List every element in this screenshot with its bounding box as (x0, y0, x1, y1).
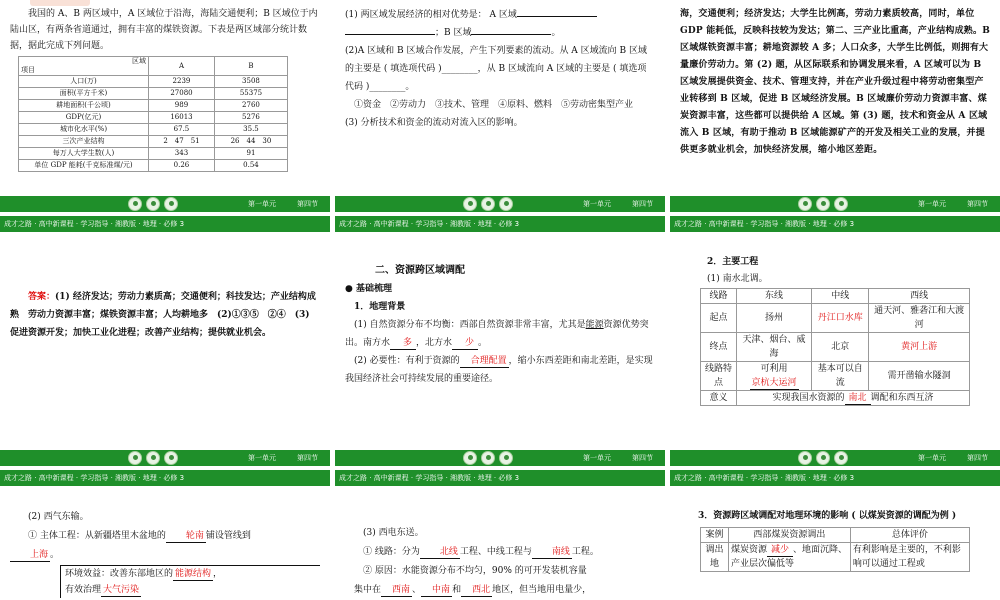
footer-unit: 第一单元 (583, 454, 611, 462)
cell-a: 27080 (149, 88, 215, 100)
footer-unit: 第一单元 (918, 200, 946, 208)
next-icon[interactable] (164, 197, 178, 211)
footer-bar (335, 196, 665, 212)
cell-label: 面积(平方千米) (19, 88, 149, 100)
footer-unit: 第一单元 (248, 454, 276, 462)
cell-label: GDP(亿元) (19, 112, 149, 124)
impact-title: 3．资源跨区域调配对地理环境的影响 ( 以煤炭资源的调配为例 ) (698, 511, 957, 521)
prev-icon[interactable] (128, 197, 142, 211)
projects-title: 2．主要工程 (707, 257, 759, 267)
col-b-header: B (214, 57, 287, 76)
background-p1: (1) 自然资源分布不均衡：西部自然资源非常丰富，尤其是能源资源优势突出。南方水 多 ，北方水 少 。 (345, 320, 649, 348)
question-options: ①资金 ②劳动力 ③技术、管理 ④原料、燃料 ⑤劳动密集型产业 (354, 100, 634, 110)
slide-environment-impact (670, 470, 1000, 600)
footer-bar (670, 450, 1000, 466)
intro-text: 我国的 A、B 两区域中，A 区域位于沿海，海陆交通便利；B 区域位于内陆山区，有两条省道通过，拥有丰富的煤铁资源。下表是两区域部分统计数据，据此完成下列问题。 (10, 9, 318, 51)
cell-b: 5276 (214, 112, 287, 124)
home-icon[interactable] (481, 451, 495, 465)
col-a-header: A (149, 57, 215, 76)
slide-west-gas-east (0, 470, 330, 600)
home-icon[interactable] (146, 197, 160, 211)
cell-a: 67.5 (149, 124, 215, 136)
slide-resource-allocation (335, 216, 665, 466)
next-icon[interactable] (834, 451, 848, 465)
west-power-p3: 集中在 西南 、 中南 和 西北 地区，但当地用电量少， (354, 585, 592, 595)
header-bar: 成才之路 · 高中新课程 · 学习指导 · 湘教版 · 地理 · 必修 3 (0, 470, 330, 486)
table-row (19, 100, 288, 112)
table-corner (19, 57, 149, 76)
slide-analysis (670, 0, 1000, 212)
cell-label: 每万人大学生数(人) (19, 148, 149, 160)
environment-benefit: 环境效益：改善东部地区的 能源结构 ， 有效治理 大气污染 (60, 565, 320, 598)
question-2: (2)A 区域和 B 区域合作发展，产生下列要素的流动。从 A 区域流向 B 区域的主要是 ( 填选项代码 )________，从 B 区域流向 A 区域的主要是 ( 填选项代码 )________。 (345, 46, 648, 92)
nav-buttons (128, 197, 182, 212)
home-icon[interactable] (481, 197, 495, 211)
fill-south-water: 多 (390, 337, 416, 350)
region-stats-table (18, 56, 288, 172)
header-bar: 成才之路 · 高中新课程 · 学习指导 · 湘教版 · 地理 · 必修 3 (670, 216, 1000, 232)
table-row (19, 76, 288, 88)
answer-label: 答案： (28, 292, 56, 302)
cell-b: 2760 (214, 100, 287, 112)
footer-section: 第四节 (297, 454, 318, 462)
table-row (19, 124, 288, 136)
header-bar: 成才之路 · 高中新课程 · 学习指导 · 湘教版 · 地理 · 必修 3 (670, 470, 1000, 486)
header-bar: 成才之路 · 高中新课程 · 学习指导 · 湘教版 · 地理 · 必修 3 (335, 470, 665, 486)
slide-west-power-east (335, 470, 665, 600)
impact-table: 案例 西部煤炭资源调出 总体评价 调出地 煤炭资源 减少 、地面沉降、产业层次偏低等 有利影响是主要的，不利影响可以通过工程或 (700, 527, 970, 572)
fill-lunnan: 轮南 (166, 530, 206, 543)
footer-section: 第四节 (967, 454, 988, 462)
question-1: (1) 两区域发展经济的相对优势是： A 区域 ；B 区域 。 (345, 6, 655, 42)
subsection-background: 1．地理背景 (354, 302, 406, 312)
cell-b: 55375 (214, 88, 287, 100)
answer-text: 答案：(1) 经济发达；劳动力素质高；交通便利；科技发达；产业结构成熟 劳动力资源丰富；煤铁资源丰富；人均耕地多 (2)①③⑤ ②④ (3) 促进资源开发；加快工业化进程；改善产业结构；提供就业机会。 (10, 292, 316, 338)
footer-unit: 第一单元 (583, 200, 611, 208)
prev-icon[interactable] (798, 197, 812, 211)
next-icon[interactable] (499, 451, 513, 465)
basic-review: ● 基础梳理 (345, 284, 392, 294)
prev-icon[interactable] (463, 197, 477, 211)
slide-questions (335, 0, 665, 212)
south-north-title: (1) 南水北调。 (707, 274, 768, 284)
slide-answer (0, 216, 330, 466)
table-row (19, 88, 288, 100)
footer-bar (670, 196, 1000, 212)
prev-icon[interactable] (463, 451, 477, 465)
home-icon[interactable] (816, 197, 830, 211)
section-title: 二、资源跨区域调配 (375, 265, 465, 276)
cell-b: 91 (214, 148, 287, 160)
cell-a: 343 (149, 148, 215, 160)
prev-icon[interactable] (798, 451, 812, 465)
footer-section: 第四节 (632, 200, 653, 208)
cell-b: 0.54 (214, 160, 287, 172)
slide-major-projects (670, 216, 1000, 466)
cell-b: 35.5 (214, 124, 287, 136)
cell-label: 人口(万) (19, 76, 149, 88)
footer-bar (0, 196, 330, 212)
footer-bar (0, 450, 330, 466)
corner-top: 区域 (132, 57, 146, 65)
cell-a: 16013 (149, 112, 215, 124)
table-row (19, 136, 288, 148)
footer-unit: 第一单元 (918, 454, 946, 462)
home-icon[interactable] (816, 451, 830, 465)
table-row (19, 160, 288, 172)
question-3: (3) 分析技术和资金的流动对流入区的影响。 (345, 118, 523, 128)
footer-unit: 第一单元 (248, 200, 276, 208)
analysis-text: 海，交通便利；经济发达；大学生比例高，劳动力素质较高，同时，单位 GDP 能耗低，反映科技较为发达；第二、三产业比重高，产业结构成熟。B 区域煤铁资源丰富；耕地资源较 A 多；人口众多，大学生比例低，则拥有大量廉价劳动力。第 (2) 题，从区际联系和协调发展来看，A 区域可以为 B 区域发展提供资金、技术、管理支持，并在产业升级过程中将劳动密集型产业转移到 B 区域，促进 B 区域经济发展。B 区域廉价劳动力资源丰富、煤炭资源丰富，这些都可以提供给 A 区域。第 (3) 题，技术和资金从 A 区域流入 B 区域，有助于推动 B 区域能源矿产的开发及相关工业的发展，并提供更多就业机会，加快经济发展，缩小地区差距。 (680, 9, 991, 155)
fill-shanghai: 上海 (10, 549, 50, 562)
prev-icon[interactable] (128, 451, 142, 465)
cell-label: 单位 GDP 能耗(千克标准煤/元) (19, 160, 149, 172)
fill-north-water: 少 (452, 337, 478, 350)
footer-section: 第四节 (297, 200, 318, 208)
next-icon[interactable] (499, 197, 513, 211)
footer-bar (335, 450, 665, 466)
corner-bottom: 项目 (21, 66, 35, 74)
cell-a: 989 (149, 100, 215, 112)
cell-label: 耕地面积(千公顷) (19, 100, 149, 112)
west-power-p1: ① 线路：分为 北线 工程、中线工程与 南线 工程。 (363, 547, 599, 557)
footer-section: 第四节 (632, 454, 653, 462)
cell-a: 2 47 51 (149, 136, 215, 148)
table-row (19, 148, 288, 160)
cell-b: 26 44 30 (214, 136, 287, 148)
home-icon[interactable] (146, 451, 160, 465)
slide-region-data (0, 0, 330, 212)
south-north-table: 线路 东线 中线 西线 起点 扬州 丹江口水库 通天河、雅砻江和大渡河 终点 天津、烟台、威海 北京 黄河上游 线路特点 可利用 京杭大运河 基本可以自流 需开凿输水隧洞 意义 实现我国水资源的 南北 调配和东西互济 (700, 288, 970, 406)
background-p2: (2) 必要性：有利于资源的 合理配置 ，缩小东西差距和南北差距，是实现我国经济社会可持续发展的重要途径。 (345, 356, 653, 384)
west-power-title: (3) 西电东送。 (363, 528, 424, 538)
next-icon[interactable] (164, 451, 178, 465)
fill-allocation: 合理配置 (460, 355, 509, 368)
next-icon[interactable] (834, 197, 848, 211)
cell-b: 3508 (214, 76, 287, 88)
west-gas-title: (2) 西气东输。 (28, 512, 89, 522)
table-row (19, 112, 288, 124)
cell-a: 0.26 (149, 160, 215, 172)
cell-label: 城市化水平(%) (19, 124, 149, 136)
header-bar: 成才之路 · 高中新课程 · 学习指导 · 湘教版 · 地理 · 必修 3 (0, 216, 330, 232)
header-bar: 成才之路 · 高中新课程 · 学习指导 · 湘教版 · 地理 · 必修 3 (335, 216, 665, 232)
cell-a: 2239 (149, 76, 215, 88)
west-gas-p1: ① 主体工程：从新疆塔里木盆地的 轮南 铺设管线到 上海 。 (10, 527, 320, 565)
west-power-p2: ② 原因：水能资源分布不均匀，90% 的可开发装机容量 (363, 566, 587, 576)
cell-label: 三次产业结构 (19, 136, 149, 148)
footer-section: 第四节 (967, 200, 988, 208)
